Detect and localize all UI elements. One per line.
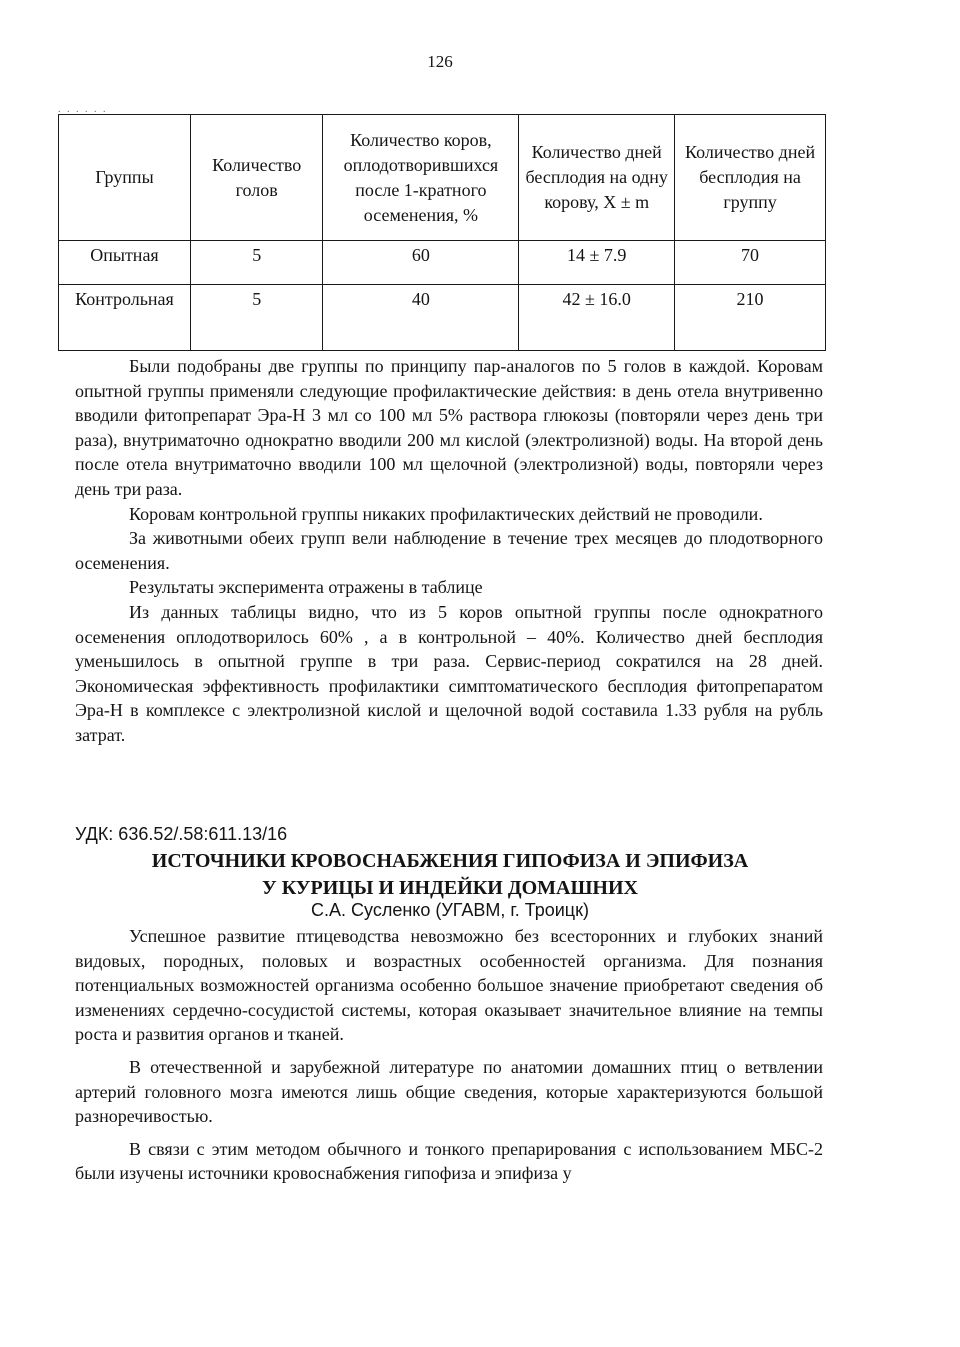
margin-dots: . . . . . . <box>58 104 108 115</box>
article-title <box>75 848 825 902</box>
cell-days-per-cow: 14 ± 7.9 <box>519 241 675 285</box>
article-author: С.А. Сусленко (УГАВМ, г. Троицк) <box>311 900 589 920</box>
table-row <box>59 285 826 351</box>
header-groups: Группы <box>59 115 191 241</box>
page-number: 126 <box>427 52 453 71</box>
section1-text <box>75 354 823 748</box>
cell-group: Опытная <box>59 241 191 285</box>
paragraph: Результаты эксперимента отражены в таблице <box>129 577 483 598</box>
results-table <box>58 114 826 351</box>
cell-head-count: 5 <box>190 241 322 285</box>
cell-head-count: 5 <box>190 285 322 351</box>
cell-group: Контрольная <box>59 285 191 351</box>
cell-fertilized-percent: 60 <box>323 241 519 285</box>
cell-days-per-group: 210 <box>675 285 826 351</box>
cell-days-per-group: 70 <box>675 241 826 285</box>
udk-code: УДК: 636.52/.58:611.13/16 <box>75 824 288 844</box>
paragraph: Успешное развитие птицеводства невозможно без всесторонних и глубоких знаний видовых, породных, половых и возрастных особенностей организма. Для познания потенциальных возможностей организма особенно большое значение приобретают сведения об изменениях сердечно-сосудистой системы, которая оказывает значительное влияние на темпы роста и развития органов и тканей. <box>75 926 823 1045</box>
table-row <box>59 241 826 285</box>
paragraph: Были подобраны две группы по принципу пар-аналогов по 5 голов в каждой. Коровам опытной группы применяли следующие профилактические действия: в день отела внутривенно вводили фитопрепарат Эра-Н 3 мл со 100 мл 5% раствора глюкозы (повторяли через день три раза), внутриматочно однократно вводили 200 мл кислой (электролизной) воды. На второй день после отела внутриматочно вводили 100 мл щелочной (электролизной) воды, повторяли через день три раза. <box>75 356 823 499</box>
article-title-line: ИСТОЧНИКИ КРОВОСНАБЖЕНИЯ ГИПОФИЗА И ЭПИФИЗА <box>151 850 749 872</box>
paragraph: Коровам контрольной группы никаких профилактических действий не проводили. <box>129 503 763 524</box>
header-fertilized-percent: Количество коров, оплодотворившихся после 1-кратного осеменения, % <box>323 115 519 241</box>
article-body <box>75 924 823 1186</box>
paragraph: В связи с этим методом обычного и тонкого препарирования с использованием МБС-2 были изучены источники кровоснабжения гипофиза и эпифиза у <box>75 1138 823 1184</box>
paragraph: Из данных таблицы видно, что из 5 коров опытной группы после однократного осеменения оплодотворилось 60% , а в контрольной – 40%. Количество дней бесплодия уменьшилось в опытной группе в три раза. Сервис-период сократился на 28 дней. Экономическая эффективность профилактики симптоматического бесплодия фитопрепаратом Эра-Н в комплексе с электролизной кислой и щелочной водой составила 1.33 рубля на рубль затрат. <box>75 601 823 745</box>
cell-fertilized-percent: 40 <box>323 285 519 351</box>
cell-days-per-cow: 42 ± 16.0 <box>519 285 675 351</box>
article-title-line: У КУРИЦЫ И ИНДЕЙКИ ДОМАШНИХ <box>262 877 638 899</box>
header-days-per-group: Количество дней бесплодия на группу <box>675 115 826 241</box>
table-header-row <box>59 115 826 241</box>
paragraph: За животными обеих групп вели наблюдение в течение трех месяцев до плодотворного осеменения. <box>75 528 823 573</box>
paragraph: В отечественной и зарубежной литературе по анатомии домашних птиц о ветвлении артерий головного мозга имеются лишь общие сведения, которые характеризуются большой разноречивостью. <box>75 1056 823 1127</box>
header-head-count: Количество голов <box>190 115 322 241</box>
header-days-per-cow: Количество дней бесплодия на одну корову, X ± m <box>519 115 675 241</box>
